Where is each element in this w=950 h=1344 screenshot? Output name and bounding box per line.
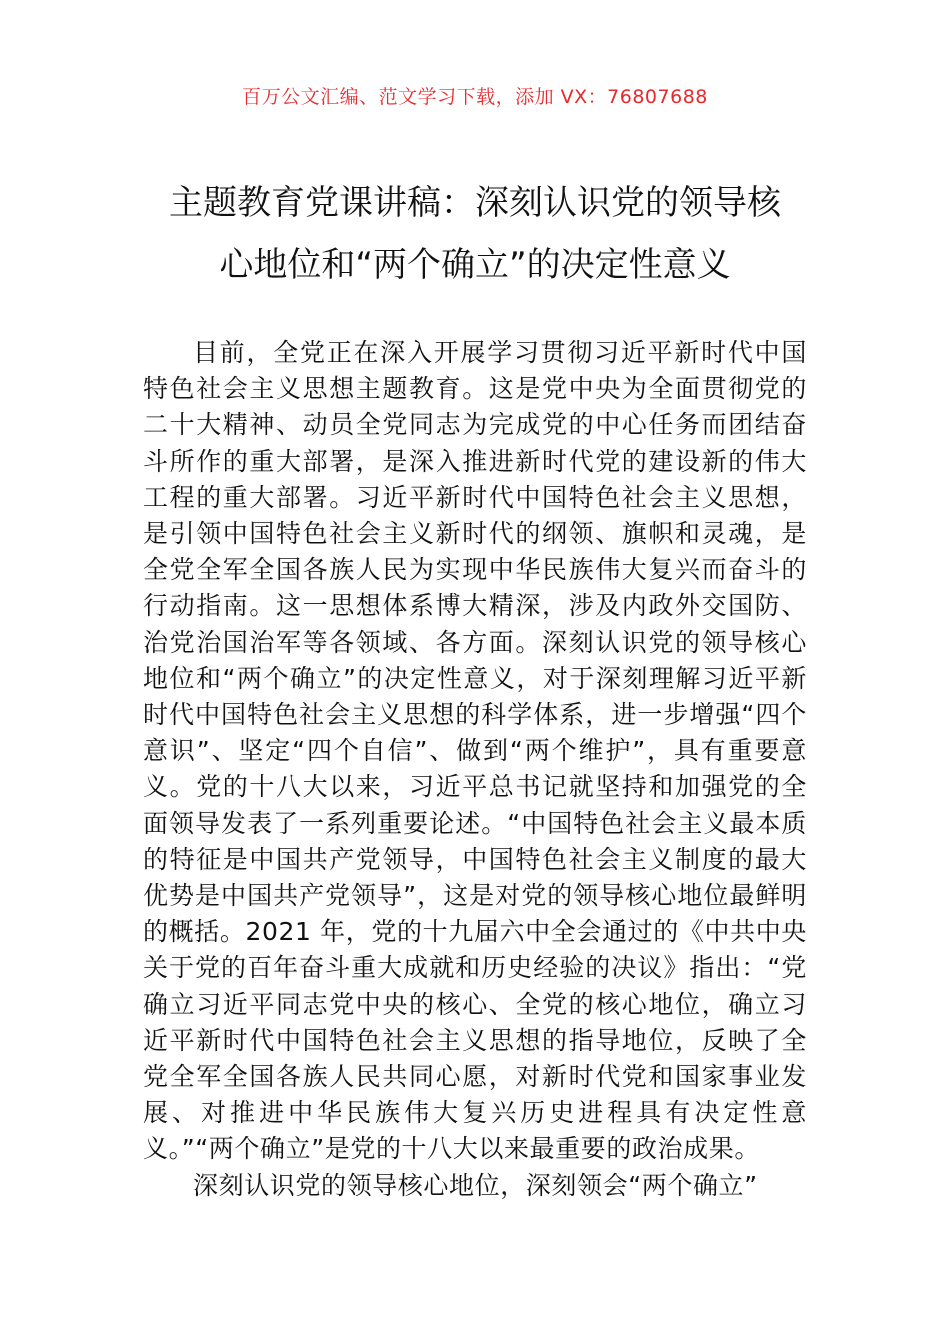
paragraph: 目前，全党正在深入开展学习贯彻习近平新时代中国特色社会主义思想主题教育。这是党中央为全面贯彻党的二十大精神、动员全党同志为完成党的中心任务而团结奋斗所作的重大部署，是深入推进新时代党的建设新的伟大工程的重大部署。习近平新时代中国特色社会主义思想，是引领中国特色社会主义新时代的纲领、旗帜和灵魂，是全党全军全国各族人民为实现中华民族伟大复兴而奋斗的行动指南。这一思想体系博大精深，涉及内政外交国防、治党治国治军等各领域、各方面。深刻认识党的领导核心地位和“两个确立”的决定性意义，对于深刻理解习近平新时代中国特色社会主义思想的科学体系，进一步增强“四个意识”、坚定“四个自信”、做到“两个维护”，具有重要意义。党的十八大以来，习近平总书记就坚持和加强党的全面领导发表了一系列重要论述。“中国特色社会主义最本质的特征是中国共产党领导，中国特色社会主义制度的最大优势是中国共产党领导”，这是对党的领导核心地位最鲜明的概括。2021 年，党的十九届六中全会通过的《中共中央关于党的百年奋斗重大成就和历史经验的决议》指出：“党确立习近平同志党中央的核心、全党的核心地位，确立习近平新时代中国特色社会主义思想的指导地位，反映了全党全军全国各族人民共同心愿，对新时代党和国家事业发展、对推进中华民族伟大复兴历史进程具有决定性意义。”“两个确立”是党的十八大以来最重要的政治成果。	[143, 338, 807, 1164]
title-line-2: 心地位和“两个确立”的决定性意义	[219, 245, 731, 285]
document-body	[143, 335, 807, 1204]
title-line-1: 主题教育党课讲稿：深刻认识党的领导核	[169, 183, 781, 223]
promo-header-note: 百万公文汇编、范文学习下载，添加 VX：76807688	[242, 86, 708, 108]
paragraph: 深刻认识党的领导核心地位，深刻领会“两个确立”	[193, 1170, 758, 1200]
document-title	[140, 172, 810, 296]
